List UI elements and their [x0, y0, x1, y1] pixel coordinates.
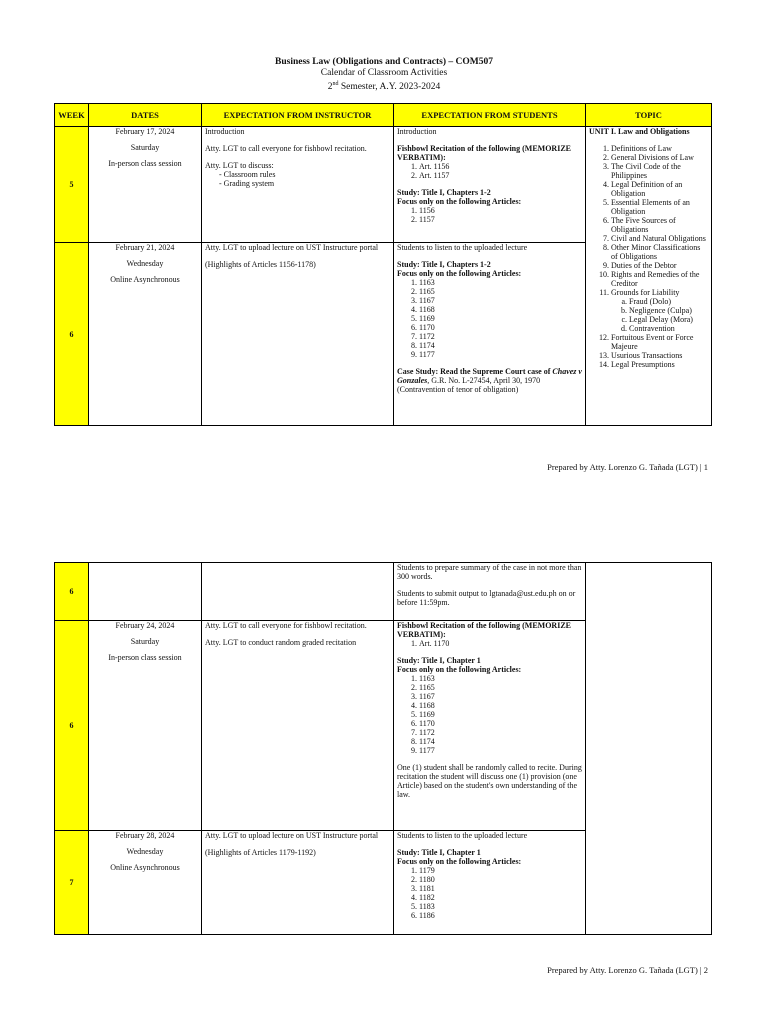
- list-item: 4. 1168: [419, 305, 582, 314]
- course-title: Business Law (Obligations and Contracts) – COM507: [275, 57, 493, 67]
- list-item: 7. 1172: [419, 728, 582, 737]
- list-item: 3. The Civil Code of the Philippines: [611, 162, 708, 180]
- week-cell: 5: [55, 127, 89, 243]
- mode: In-person class session: [108, 653, 182, 662]
- list-item: - Grading system: [219, 179, 390, 188]
- list-item: 5. 1183: [419, 902, 582, 911]
- table-header-row: [55, 104, 712, 127]
- col-week: WEEK: [55, 104, 89, 127]
- topic-heading: UNIT I. Law and Obligations: [589, 127, 690, 136]
- date: February 21, 2024: [115, 243, 175, 252]
- list-item: 2. 1157: [419, 215, 582, 224]
- dates-cell: [89, 621, 202, 831]
- students-intro: Introduction: [397, 127, 437, 136]
- students-cell: [394, 563, 586, 621]
- list-item: 5. 1169: [419, 710, 582, 719]
- mode: In-person class session: [108, 159, 182, 168]
- liability-sublist: [611, 297, 708, 333]
- table-row: [55, 563, 712, 621]
- list-item: 1. Definitions of Law: [611, 144, 708, 153]
- students-listen: Students to listen to the uploaded lecture: [397, 243, 528, 252]
- instructor-cell: [202, 243, 394, 426]
- list-item: 3. 1167: [419, 692, 582, 701]
- list-item: 6. 1170: [419, 323, 582, 332]
- calendar-table-page-2: [54, 562, 712, 935]
- instructor-call: Atty. LGT to call everyone for fishbowl recitation.: [205, 621, 367, 630]
- table-row: [55, 127, 712, 243]
- list-item: 4. 1182: [419, 893, 582, 902]
- list-item: 6. 1186: [419, 911, 582, 920]
- day: Saturday: [130, 143, 160, 152]
- list-item: 7. 1172: [419, 332, 582, 341]
- list-item: 1. 1179: [419, 866, 582, 875]
- focus-line: Focus only on the following Articles:: [397, 857, 522, 866]
- col-students: EXPECTATION FROM STUDENTS: [394, 104, 586, 127]
- list-item: - Classroom rules: [219, 170, 390, 179]
- list-item: b. Negligence (Culpa): [629, 306, 708, 315]
- list-item: 1. Art. 1170: [419, 639, 582, 648]
- students-cell: [394, 621, 586, 831]
- students-cell: [394, 127, 586, 243]
- week-cell: 6: [55, 563, 89, 621]
- list-item: 2. General Divisions of Law: [611, 153, 708, 162]
- study-line: Study: Title I, Chapter 1: [397, 656, 481, 665]
- students-cell: [394, 243, 586, 426]
- page-footer: Prepared by Atty. Lorenzo G. Tañada (LGT) | 1: [547, 462, 708, 472]
- fishbowl-heading: Fishbowl Recitation of the following (MEMORIZE VERBATIM):: [397, 621, 571, 639]
- list-item: 2. 1165: [419, 287, 582, 296]
- calendar-subtitle: Calendar of Classroom Activities: [320, 68, 448, 78]
- list-item: 2. 1165: [419, 683, 582, 692]
- instructor-cell: [202, 621, 394, 831]
- list-item: 4. Legal Definition of an Obligation: [611, 180, 708, 198]
- list-item: 2. 1180: [419, 875, 582, 884]
- instructor-discuss: Atty. LGT to discuss:: [205, 161, 274, 170]
- case-study: Case Study: Read the Supreme Court case of Chavez v Gonzales, G.R. No. L-27454, April 30, 1970 (Contravention of tenor of obligation): [397, 367, 582, 394]
- summary-instruction: Students to prepare summary of the case in not more than 300 words.: [397, 563, 582, 581]
- list-item: 14. Legal Presumptions: [611, 360, 708, 369]
- instructor-cell: [202, 127, 394, 243]
- mode: Online Asynchronous: [110, 275, 180, 284]
- list-item: 9. 1177: [419, 746, 582, 755]
- articles-list: [397, 866, 582, 920]
- topic-cell: [586, 127, 712, 426]
- day: Wednesday: [126, 259, 164, 268]
- list-item: c. Legal Delay (Mora): [629, 315, 708, 324]
- dates-cell: [89, 127, 202, 243]
- list-item: 6. 1170: [419, 719, 582, 728]
- list-item: 1. 1163: [419, 674, 582, 683]
- date: February 17, 2024: [115, 127, 175, 136]
- list-item: 4. 1168: [419, 701, 582, 710]
- list-item: 9. Duties of the Debtor: [611, 261, 708, 270]
- list-item: 3. 1181: [419, 884, 582, 893]
- page-footer: Prepared by Atty. Lorenzo G. Tañada (LGT) | 2: [547, 965, 708, 975]
- instructor-cell: [202, 563, 394, 621]
- articles-list: [397, 674, 582, 755]
- list-item: 3. 1167: [419, 296, 582, 305]
- articles-list: [397, 206, 582, 224]
- study-line: Study: Title I, Chapters 1-2: [397, 260, 491, 269]
- col-dates: DATES: [89, 104, 202, 127]
- dates-cell: [89, 243, 202, 426]
- list-item: 1. 1156: [419, 206, 582, 215]
- day: Saturday: [130, 637, 160, 646]
- dates-cell: [89, 831, 202, 935]
- instructor-call: Atty. LGT to call everyone for fishbowl recitation.: [205, 144, 367, 153]
- date: February 28, 2024: [115, 831, 175, 840]
- list-item: d. Contravention: [629, 324, 708, 333]
- dates-cell: [89, 563, 202, 621]
- mode: Online Asynchronous: [110, 863, 180, 872]
- list-item: 12. Fortuitous Event or Force Majeure: [611, 333, 708, 351]
- students-cell: [394, 831, 586, 935]
- topic-list: [589, 144, 708, 369]
- list-item: 7. Civil and Natural Obligations: [611, 234, 708, 243]
- students-listen: Students to listen to the uploaded lecture: [397, 831, 528, 840]
- list-item: 2. Art. 1157: [419, 171, 582, 180]
- list-item: 8. 1174: [419, 737, 582, 746]
- page-2: [0, 512, 768, 1024]
- semester-line: 2nd Semester, A.Y. 2023-2024: [327, 81, 441, 93]
- instructor-cell: [202, 831, 394, 935]
- study-line: Study: Title I, Chapter 1: [397, 848, 481, 857]
- list-item: 8. Other Minor Classifications of Obligations: [611, 243, 708, 261]
- col-topic: TOPIC: [586, 104, 712, 127]
- date: February 24, 2024: [115, 621, 175, 630]
- list-item: 8. 1174: [419, 341, 582, 350]
- topic-cell: [586, 563, 712, 935]
- list-item: 13. Usurious Transactions: [611, 351, 708, 360]
- fishbowl-list: [397, 162, 582, 180]
- list-item: a. Fraud (Dolo): [629, 297, 708, 306]
- fishbowl-list: [397, 639, 582, 648]
- focus-line: Focus only on the following Articles:: [397, 665, 522, 674]
- instructor-upload: Atty. LGT to upload lecture on UST Instructure portal: [205, 243, 379, 252]
- study-line: Study: Title I, Chapters 1-2: [397, 188, 491, 197]
- instructor-highlights: (Highlights of Articles 1156-1178): [205, 260, 316, 269]
- week-cell: 6: [55, 243, 89, 426]
- col-instructor: EXPECTATION FROM INSTRUCTOR: [202, 104, 394, 127]
- instructor-list: [205, 170, 390, 188]
- fishbowl-heading: Fishbowl Recitation of the following (MEMORIZE VERBATIM):: [397, 144, 571, 162]
- submit-instruction: Students to submit output to lgtanada@ust.edu.ph on or before 11:59pm.: [397, 589, 576, 607]
- list-item: 1. Art. 1156: [419, 162, 582, 171]
- list-item: 6. The Five Sources of Obligations: [611, 216, 708, 234]
- calendar-table-page-1: [54, 103, 712, 426]
- list-item: 9. 1177: [419, 350, 582, 359]
- articles-list: [397, 278, 582, 359]
- focus-line: Focus only on the following Articles:: [397, 269, 522, 278]
- list-item: 1. 1163: [419, 278, 582, 287]
- list-item: 11. Grounds for Liability a. Fraud (Dolo) b. Negligence (Culpa) c. Legal Delay (Mora) d. Contravention: [611, 288, 708, 333]
- instructor-random: Atty. LGT to conduct random graded recitation: [205, 638, 357, 647]
- focus-line: Focus only on the following Articles:: [397, 197, 522, 206]
- list-item: 5. Essential Elements of an Obligation: [611, 198, 708, 216]
- instructor-intro: Introduction: [205, 127, 245, 136]
- week-cell: 6: [55, 621, 89, 831]
- random-recitation-note: One (1) student shall be randomly called to recite. During recitation the student will discuss one (1) provision (one Article) based on the student's own understanding of the law.: [397, 763, 582, 799]
- instructor-upload: Atty. LGT to upload lecture on UST Instructure portal: [205, 831, 379, 840]
- list-item: 5. 1169: [419, 314, 582, 323]
- day: Wednesday: [126, 847, 164, 856]
- document-header: [0, 57, 768, 93]
- list-item: 10. Rights and Remedies of the Creditor: [611, 270, 708, 288]
- instructor-highlights: (Highlights of Articles 1179-1192): [205, 848, 316, 857]
- week-cell: 7: [55, 831, 89, 935]
